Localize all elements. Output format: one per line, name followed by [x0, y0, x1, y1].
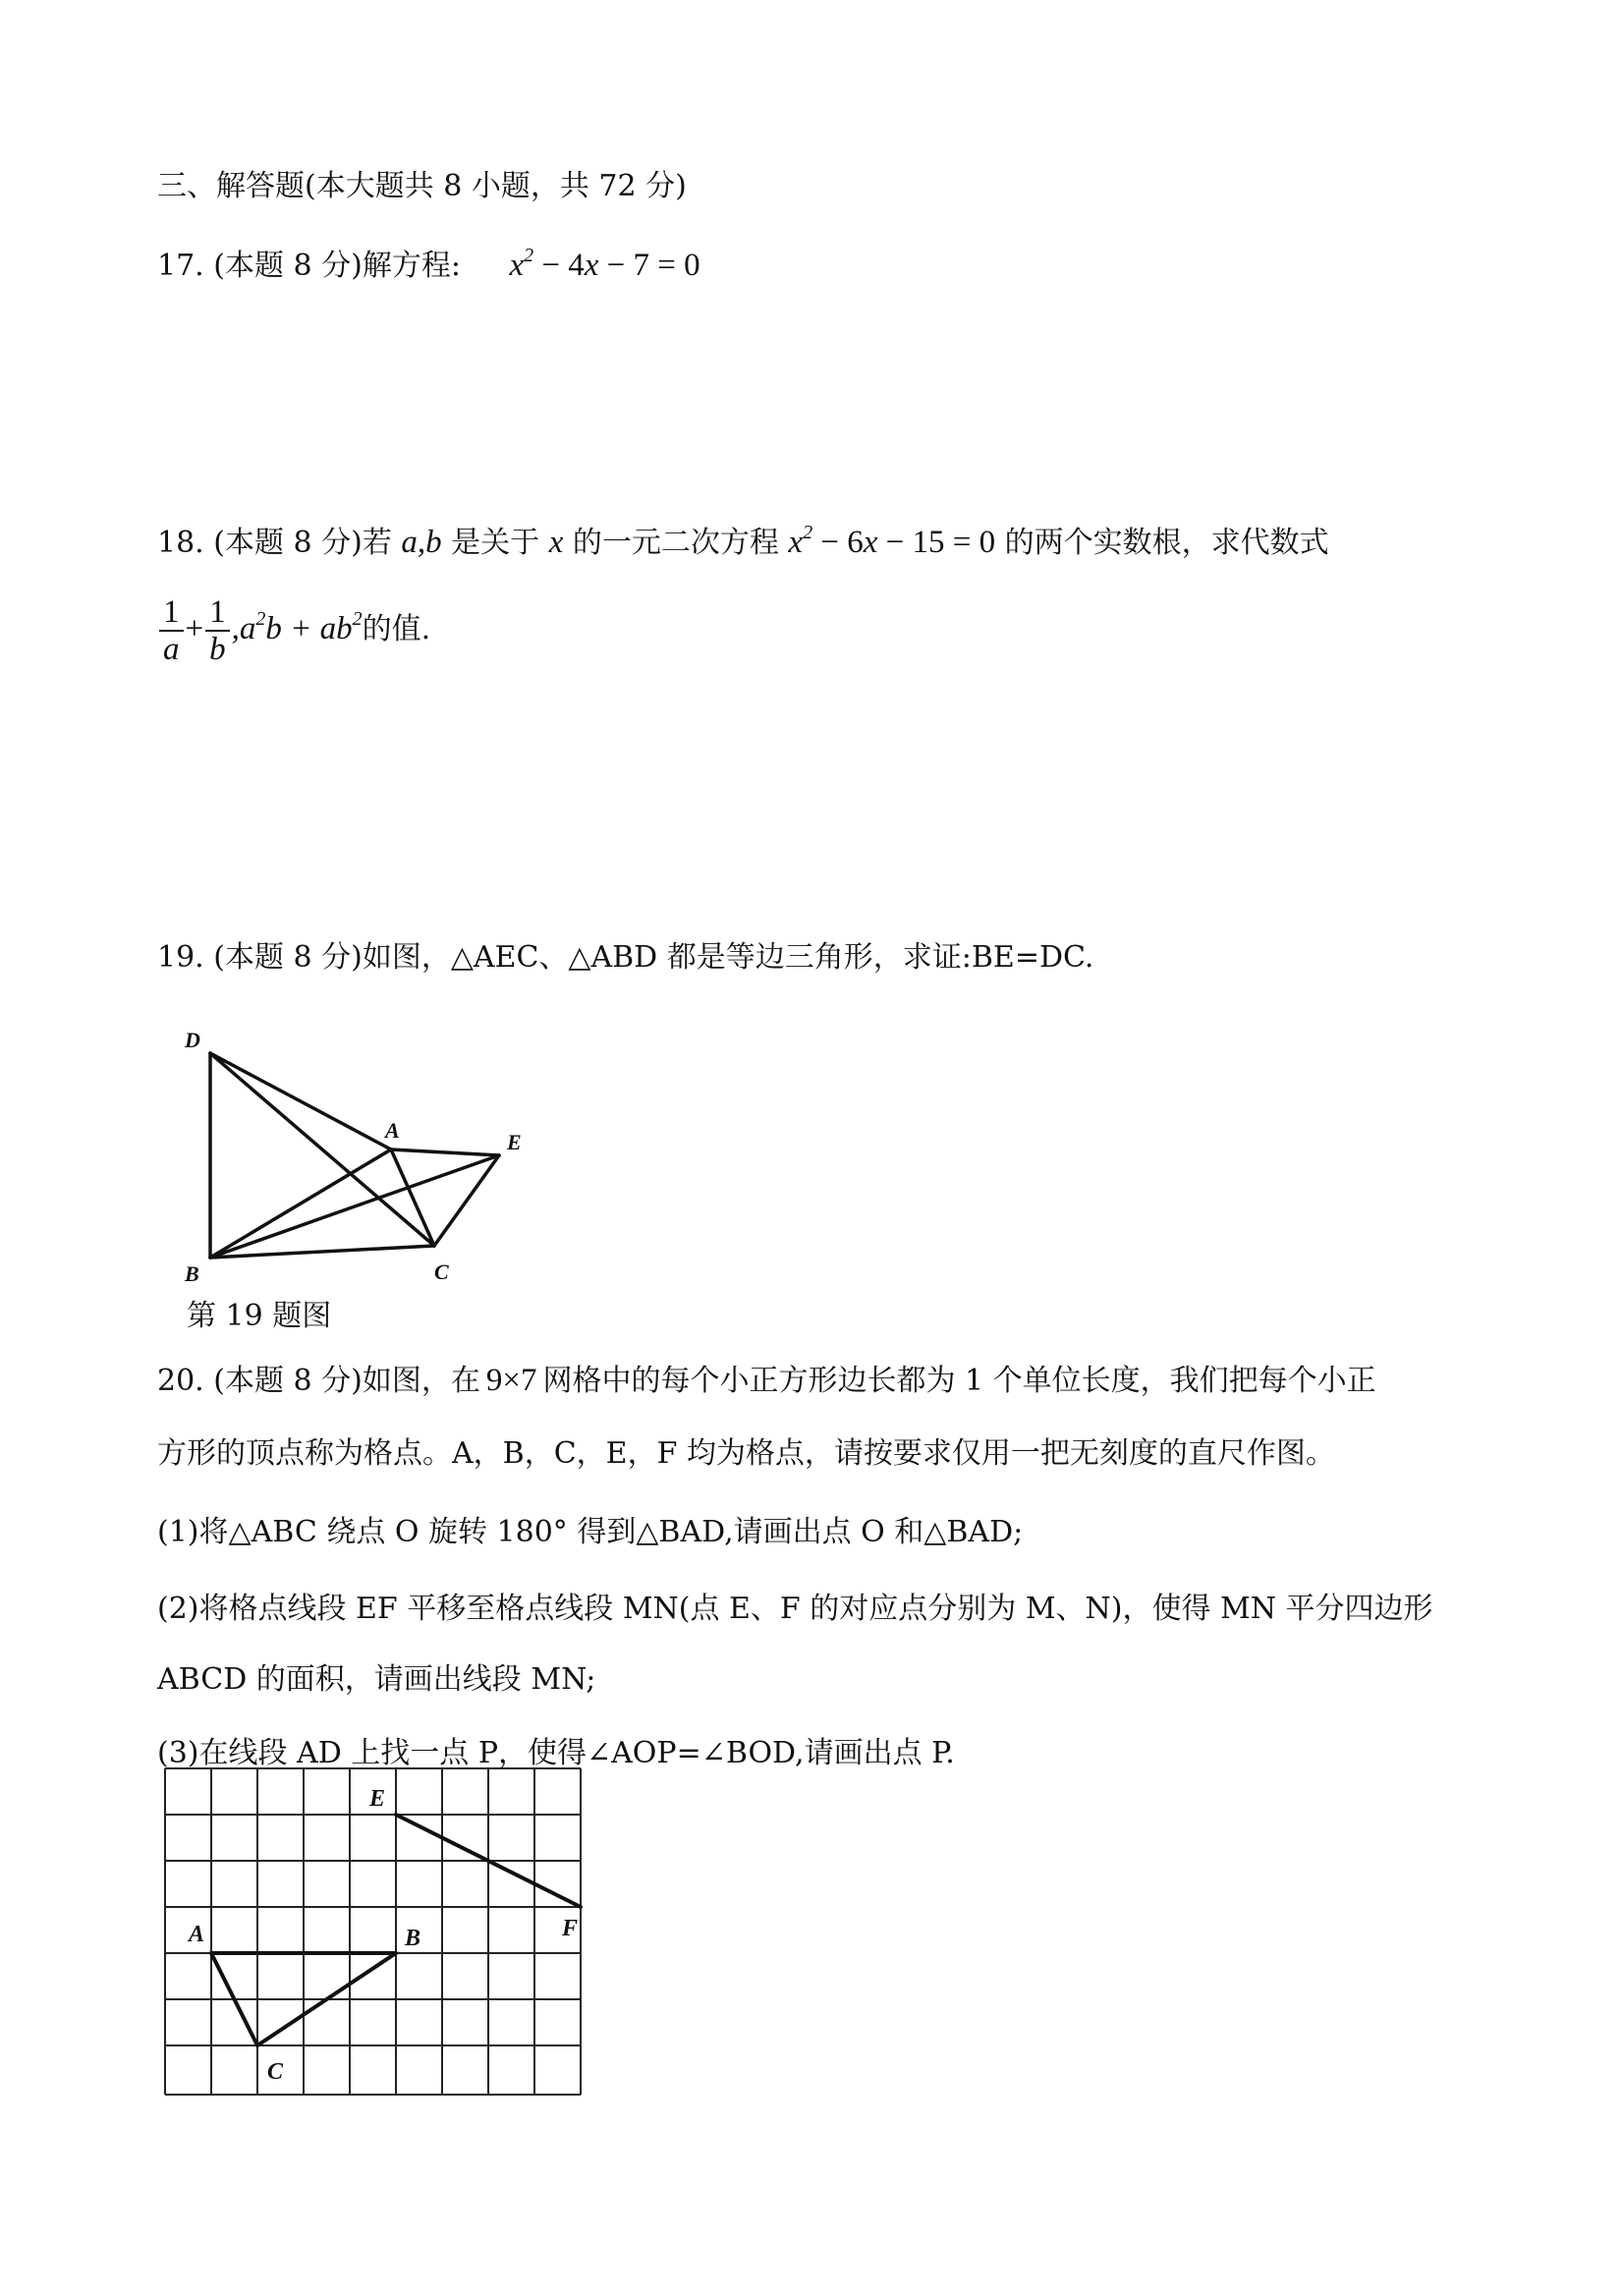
q18-text: 的一元二次方程: [563, 526, 789, 560]
segment-DA: [210, 1053, 391, 1149]
question-17: [157, 246, 700, 286]
label-D: D: [185, 1028, 200, 1052]
label-B: B: [185, 1261, 199, 1286]
q18-var-x: x: [548, 525, 564, 560]
term: − 7 = 0: [598, 248, 700, 283]
q17-equation: [509, 245, 700, 283]
question-18: [157, 523, 1329, 563]
label-F: F: [562, 1916, 579, 1941]
term: − 6: [812, 525, 864, 560]
fraction-1-over-b: [205, 594, 230, 667]
label-A: A: [385, 1118, 400, 1143]
q20-part1: (1)将△ABC 绕点 O 旋转 180° 得到△BAD,请画出点 O 和△BAD;: [157, 1515, 1024, 1549]
numerator: 1: [205, 594, 230, 632]
denominator: b: [209, 632, 226, 667]
exponent: 2: [255, 608, 266, 630]
label-C: C: [434, 1260, 449, 1284]
var-x: x: [509, 248, 525, 283]
segment-AC: [391, 1149, 434, 1246]
q18-expr2: [231, 608, 363, 646]
q20-text: 20. (本题 8 分)如图，在: [157, 1364, 480, 1398]
section-title: 三、解答题(本大题共 8 小题，共 72 分): [157, 169, 687, 203]
question-20-line2: 方形的顶点称为格点。A，B，C，E，F 均为格点，请按要求仅用一把无刻度的直尺作图。: [157, 1436, 1335, 1471]
q18-text: 的两个实数根，求代数式: [995, 526, 1329, 560]
exponent: 2: [524, 245, 534, 266]
label-E: E: [507, 1130, 522, 1154]
term: b: [265, 611, 282, 646]
var-x: x: [788, 525, 804, 560]
segment-AE: [391, 1149, 499, 1155]
term: − 15 = 0: [877, 525, 996, 560]
label-B: B: [405, 1926, 421, 1951]
q17-label: 17. (本题 8 分)解方程:: [157, 249, 461, 283]
fraction-1-over-a: [159, 594, 184, 667]
exponent: 2: [352, 608, 363, 630]
exponent: 2: [803, 522, 813, 543]
segment-CE: [434, 1155, 499, 1246]
q20-part3: (3)在线段 AD 上找一点 P，使得∠AOP=∠BOD,请画出点 P.: [157, 1736, 955, 1770]
q20-grid-figure: [138, 1749, 609, 2146]
term: − 4: [533, 248, 585, 283]
q19-figure: [167, 1022, 560, 1291]
q19-caption: 第 19 题图: [187, 1299, 332, 1333]
term: ,a: [231, 611, 256, 646]
q18-equation: [788, 522, 996, 560]
label-E: E: [369, 1786, 386, 1812]
label-C: C: [267, 2059, 284, 2085]
numerator: 1: [159, 594, 184, 632]
label-A: A: [189, 1922, 205, 1947]
term: + ab: [281, 611, 353, 646]
q20-text: 网格中的每个小正方形边长都为 1 个单位长度，我们把每个小正: [542, 1364, 1376, 1398]
plus-sign: +: [185, 611, 204, 646]
segment-BC: [210, 1246, 434, 1258]
q18-vars: a,b: [401, 525, 442, 560]
question-20-line1: [157, 1361, 1376, 1401]
q20-part2a: (2)将格点线段 EF 平移至格点线段 MN(点 E、F 的对应点分别为 M、N)，使得 MN 平分四边形: [157, 1592, 1433, 1626]
q18-tail: 的值.: [362, 612, 431, 646]
denominator: a: [163, 632, 180, 667]
grid-size: 9×7: [485, 1363, 537, 1398]
var-x: x: [863, 525, 878, 560]
q18-label: 18. (本题 8 分)若: [157, 526, 402, 560]
var-x: x: [584, 248, 599, 283]
q18-text: 是关于: [441, 526, 549, 560]
question-19: 19. (本题 8 分)如图，△AEC、△ABD 都是等边三角形，求证:BE=DC.: [157, 940, 1094, 975]
q20-part2b: ABCD 的面积，请画出线段 MN;: [157, 1662, 596, 1697]
q18-expression-line: [157, 589, 430, 668]
